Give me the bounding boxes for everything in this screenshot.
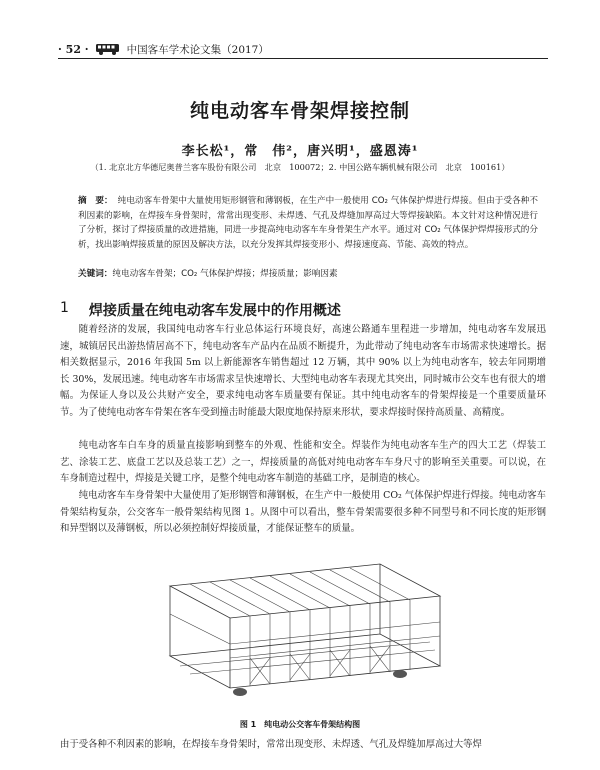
abstract [78, 194, 538, 252]
paper-title: 纯电动客车骨架焊接控制 [189, 100, 410, 122]
section-number: 1 [60, 300, 69, 316]
page-header [58, 42, 269, 56]
section-title: 焊接质量在纯电动客车发展中的作用概述 [88, 303, 341, 319]
bus-frame-figure [150, 556, 450, 716]
abstract-label: 摘 要： [78, 196, 113, 206]
bus-logo-icon [95, 42, 121, 56]
affiliation: （1. 北京北方华德尼奥普兰客车股份有限公司 北京 100072；2. 中国公路车辆机械有限公司 北京 100161） [90, 162, 510, 172]
authors: 李长松¹，常 伟²，唐兴明¹，盛恩涛¹ [181, 144, 419, 159]
figure-caption-text: 纯电动公交客车骨架结构图 [264, 720, 361, 729]
section-heading [60, 300, 341, 320]
figure-caption [0, 719, 600, 730]
header-divider [58, 58, 548, 59]
paragraph-text: 纯电动客车车身骨架中大量使用了矩形钢管和薄钢板，在生产中一般使用 CO₂ 气体保护焊进行焊接。纯电动客车骨架结构复杂，公交客车一般骨架结构见图 1。从图中可以看出，整车骨架需要很多种不同型号和不同长度的矩形钢和异型钢以及薄钢板，所以必须控制好焊接质量，才能保证整车的质量。 [60, 490, 546, 535]
figure-label: 图 1 [239, 720, 257, 729]
paragraph-text: 纯电动客车白车身的质量直接影响到整车的外观、性能和安全。焊装作为纯电动客车生产的四大工艺（焊装工艺、涂装工艺、底盘工艺以及总装工艺）之一，焊接质量的高低对纯电动客车车身尺寸的影响至关重要。可以说，在车身制造过程中，焊接是关键工序，是整个纯电动客车制造的基础工序，是制造的核心。 [60, 440, 546, 485]
keywords-text: 纯电动客车骨架；CO₂ 气体保护焊接；焊接质量；影响因素 [112, 269, 338, 279]
page-number: · 52 · [58, 42, 89, 56]
body-paragraph [60, 488, 546, 538]
body-paragraph [60, 322, 546, 422]
abstract-text: 纯电动客车骨架中大量使用矩形钢管和薄钢板，在生产中一般使用 CO₂ 气体保护焊进行焊接。但由于受各种不利因素的影响，在焊接车身骨架时，常常出现变形、未焊透、气孔及焊缝加厚高过大等焊接缺陷。本文针对这种情况进行了分析，探讨了焊接质量的改进措施，同进一步提高纯电动客车车身骨架生产水平。通过对 CO₂ 气体保护焊焊接形式的分析，找出影响焊接质量的原因及解决方法，以充分发挥其焊接变形小、焊接速度高、节能、高效的特点。 [78, 196, 538, 250]
body-paragraph-continued: 由于受各种不利因素的影响，在焊接车身骨架时，常常出现变形、未焊透、气孔及焊缝加厚高过大等焊 [60, 739, 482, 750]
journal-title: 中国客车学术论文集（2017） [126, 43, 269, 56]
keywords [78, 267, 538, 279]
body-paragraph [60, 438, 546, 488]
paragraph-text: 随着经济的发展，我国纯电动客车行业总体运行环境良好，高速公路通车里程进一步增加，纯电动客车发展迅速，城镇居民出游热情居高不下，纯电动客车产品内在品质不断提升，为此带动了纯电动客车市场需求快速增长。据相关数据显示，2016 年我国 5m 以上新能源客车销售超过 12 万辆，其中 90% 以上为纯电动客车，较去年同期增长 30%，发展迅速。纯电动客车市场需求呈快速增长、大型纯电动客车表现尤其突出，同时城市公交车也有很大的增幅。为保证人身以及公共财产安全，要求纯电动客车质量要有保证。其中纯电动客车的骨架焊接是一个重要质量环节。为了使纯电动客车骨架在客车受到撞击时能最大限度地保持原来形状，要求焊接时保持高质量、高精度。 [60, 324, 546, 418]
keywords-label: 关键词： [78, 269, 113, 279]
